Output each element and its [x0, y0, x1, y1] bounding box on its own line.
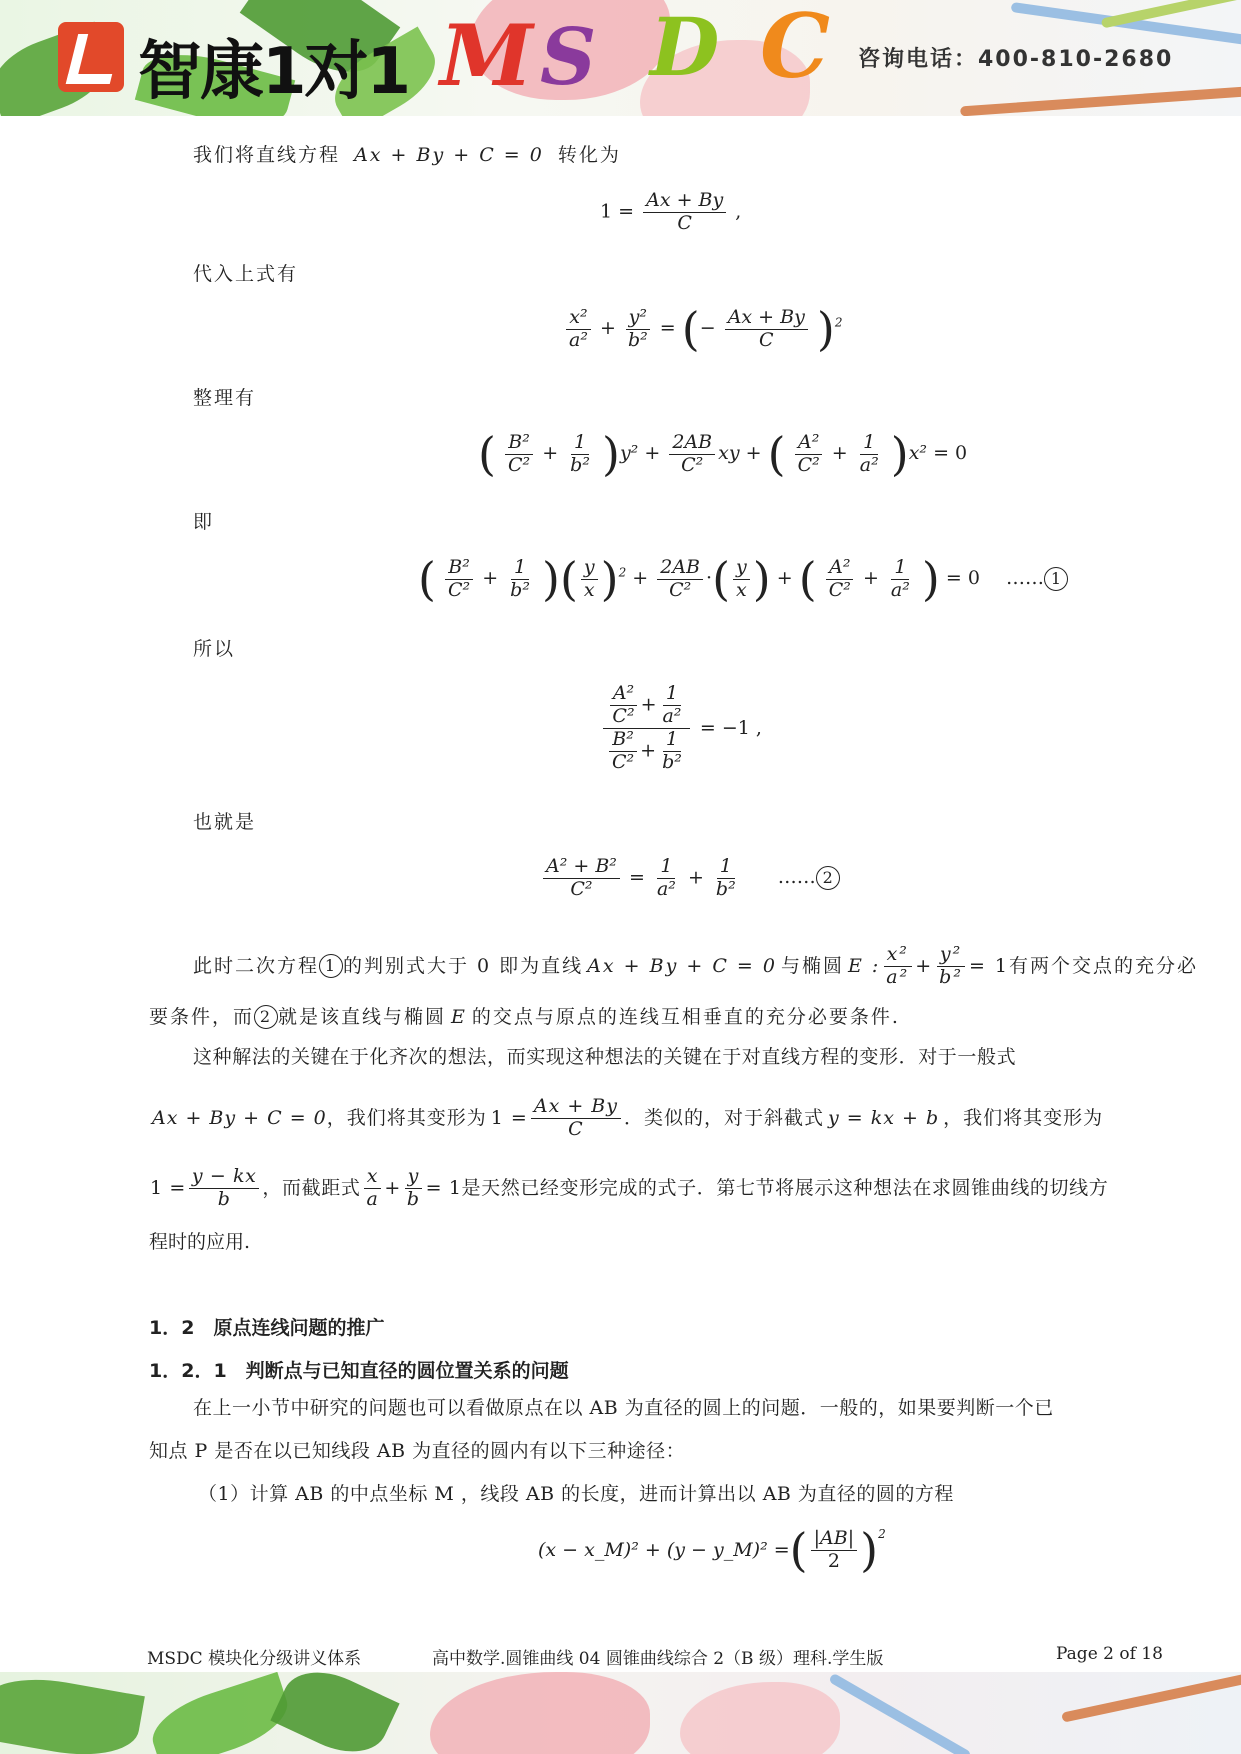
- eq3-frac-b: [567, 432, 593, 477]
- eq5-bot-a-num: B²: [609, 729, 637, 752]
- para2-frac1-den: C: [568, 1117, 584, 1140]
- eq4-a-num: B²: [445, 557, 473, 580]
- para2-slope-form: y = kx + b: [828, 1106, 940, 1129]
- left-paren: (: [559, 552, 578, 606]
- eq6-plus: +: [687, 866, 704, 889]
- eq2-y-num: y²: [626, 307, 650, 330]
- footer-series: MSDC 模块化分级讲义体系: [147, 1649, 362, 1669]
- para1-eq-one: = 1: [968, 954, 1009, 977]
- footer-page-number: Page 2 of 18: [1056, 1644, 1163, 1664]
- eq3-frac-c: [669, 432, 715, 477]
- para2-frac1-num: Ax + By: [531, 1096, 621, 1119]
- right-paren: ): [860, 1523, 879, 1577]
- para1-x-frac: [883, 944, 912, 989]
- eq3-frac-e: [857, 432, 882, 477]
- para2-frac-x: [363, 1166, 381, 1211]
- ie-label: 即: [193, 511, 215, 533]
- eq4-b-den: b²: [510, 578, 530, 601]
- eq3-a-den: C²: [508, 453, 531, 476]
- para2-text-b: ．类似的，对于斜截式: [623, 1106, 824, 1129]
- para2-text-e: 是天然已经变形完成的式子．第七节将展示这种想法在求圆锥曲线的切线方: [461, 1176, 1109, 1199]
- paragraph-2-line-1: 这种解法的关键在于化齐次的想法，而实现这种想法的关键在于对直线方程的变形．对于一般式: [193, 1046, 1017, 1068]
- eq6-den: C²: [570, 877, 593, 900]
- eq2-minus: −: [699, 317, 716, 339]
- that-is-label: 也就是: [193, 811, 257, 833]
- logo-text: 智康1对1: [138, 35, 410, 109]
- eq7-fraction: [811, 1528, 858, 1573]
- eq4-d-den: C²: [828, 578, 851, 601]
- eq5-rhs: = −1 ,: [699, 717, 762, 740]
- brand-letter-c: C: [760, 0, 831, 98]
- eq2-x-num: x²: [566, 307, 590, 330]
- page-footer-banner: [0, 1672, 1241, 1754]
- eq3-c-num: 2AB: [669, 432, 715, 455]
- eq3-frac-d: [795, 432, 823, 477]
- para1-line-eq: Ax + By + C = 0: [587, 954, 777, 977]
- para2-frac2-den: b: [217, 1187, 231, 1210]
- eq3-e-num: 1: [860, 432, 878, 455]
- eq5-bottom: [603, 729, 691, 774]
- pencil-decoration: [960, 86, 1241, 116]
- eq5-bot-b-num: 1: [663, 729, 681, 752]
- arrange-label: 整理有: [193, 387, 257, 409]
- eq4-ratio-num: y: [581, 557, 598, 580]
- butterfly-wing-decoration: [680, 1682, 840, 1754]
- equation-6: [540, 856, 840, 901]
- para1-text-b: 的判别式大于 0 即为直线: [343, 954, 584, 977]
- brand-letter-d: D: [650, 0, 720, 94]
- eq4-c-den: C²: [669, 578, 692, 601]
- left-paren: (: [789, 1523, 808, 1577]
- logo-icon: [58, 22, 124, 92]
- eq3-b-num: 1: [571, 432, 589, 455]
- eq3-d-den: C²: [797, 453, 820, 476]
- para1-y-den: b²: [939, 965, 963, 988]
- paragraph-2-line-4: 程时的应用.: [149, 1231, 251, 1253]
- para1-l2-text-c: 的交点与原点的连线互相垂直的充分必要条件.: [471, 1005, 900, 1028]
- eq4-b-num: 1: [511, 557, 529, 580]
- eq5-top-a-den: C²: [612, 704, 635, 727]
- left-paren: (: [712, 552, 731, 606]
- right-paren: ): [890, 427, 909, 481]
- eq1-fraction: [643, 190, 726, 235]
- brand-letter-m: M: [440, 6, 533, 105]
- paragraph-3-line-2: 知点 P 是否在以已知线段 AB 为直径的圆内有以下三种途径：: [149, 1440, 686, 1462]
- eq3-frac-a: [505, 432, 533, 477]
- para1-text-c: 与椭圆: [780, 954, 844, 977]
- eq4-frac-d: [826, 557, 854, 602]
- plus-sign: +: [915, 954, 934, 977]
- para2-frac-2: [189, 1166, 260, 1211]
- eq3-x2: x²: [908, 442, 928, 464]
- eq6-t1-den: a²: [656, 877, 676, 900]
- right-paren: ): [602, 427, 620, 481]
- section-heading-1-2: 1．2 原点连线问题的推广: [149, 1317, 385, 1339]
- eq4-ratio2-den: x: [736, 578, 747, 601]
- eq2-y-den: b²: [627, 328, 648, 351]
- para2-fracy-num: y: [405, 1166, 422, 1189]
- eq3-rhs: = 0: [933, 442, 968, 464]
- equation-2: [563, 302, 843, 356]
- eq6-t1-num: 1: [657, 856, 675, 879]
- para1-text-d: 有两个交点的充分必: [1009, 954, 1199, 977]
- left-paren: (: [798, 552, 817, 606]
- dot-operator: ·: [706, 567, 713, 589]
- eq3-a-num: B²: [505, 432, 533, 455]
- circled-number-2: 2: [254, 1005, 278, 1029]
- circled-number-1: 1: [1044, 567, 1068, 591]
- eq5-bot-a-den: C²: [612, 750, 635, 773]
- eq5-top-b-num: 1: [663, 683, 681, 706]
- eq4-frac-a: [445, 557, 473, 602]
- paragraph-2-line-3: [150, 1166, 1108, 1211]
- intro-text: 我们将直线方程: [193, 144, 341, 166]
- eq4-frac-b: [507, 557, 533, 602]
- eq5-bot-b-den: b²: [662, 750, 682, 773]
- pencil-decoration: [828, 1673, 972, 1754]
- so-label: 所以: [193, 638, 236, 660]
- para2-frac-y: [404, 1166, 423, 1211]
- eq1-lhs: 1 =: [600, 200, 635, 223]
- leaf-decoration: [270, 1672, 399, 1754]
- eq6-term-1: [654, 856, 679, 901]
- eq6-t2-num: 1: [717, 856, 735, 879]
- para2-text-d: ，而截距式: [262, 1176, 361, 1199]
- plus-sign: +: [542, 442, 559, 464]
- right-paren: ): [752, 552, 771, 606]
- eq7-den: 2: [827, 1549, 840, 1572]
- right-paren: ): [600, 552, 619, 606]
- plus-sign: +: [384, 1176, 401, 1199]
- eq6-equals: =: [628, 866, 645, 889]
- intro-tail: 转化为: [557, 144, 621, 166]
- para1-x-den: a²: [886, 965, 910, 988]
- eq5-compound-fraction: [603, 683, 691, 773]
- left-paren: (: [478, 427, 496, 481]
- eq2-x-den: a²: [569, 328, 588, 351]
- one-equals: 1 =: [150, 1176, 186, 1199]
- plus-sign: +: [831, 442, 848, 464]
- para1-y-frac: [936, 944, 966, 989]
- right-paren: ): [921, 552, 940, 606]
- eq4-c-num: 2AB: [657, 557, 703, 580]
- eq3-xy: xy: [718, 442, 740, 464]
- pencil-decoration: [1061, 1672, 1241, 1723]
- eq4-ratio-2: [733, 557, 750, 602]
- eq2-num: Ax + By: [725, 307, 808, 330]
- equals-one: = 1: [425, 1176, 462, 1199]
- para2-text-c: ，我们将其变形为: [943, 1106, 1104, 1129]
- eq5-bot-a: [609, 729, 637, 774]
- para2-fracy-den: b: [406, 1187, 420, 1210]
- eq5-top: [603, 683, 690, 729]
- eq4-frac-c: [657, 557, 703, 602]
- eq2-equals: =: [659, 317, 676, 339]
- eq4-e-num: 1: [891, 557, 909, 580]
- eq3-b-den: b²: [570, 453, 590, 476]
- left-paren: (: [767, 427, 786, 481]
- eq2-plus: +: [600, 317, 616, 339]
- one-equals: 1 =: [490, 1106, 528, 1129]
- brand-letter-s: S: [540, 12, 597, 103]
- plus-sign: +: [640, 739, 657, 762]
- para1-l2-text-a: 要条件，而: [149, 1005, 255, 1028]
- right-paren: ): [816, 302, 835, 356]
- plus-sign: +: [632, 567, 649, 589]
- plus-sign: +: [776, 567, 793, 589]
- eq6-tag-dots: ……: [777, 866, 816, 889]
- para1-y-num: y²: [937, 944, 965, 967]
- eq4-e-den: a²: [890, 578, 910, 601]
- eq6-num: A² + B²: [543, 856, 620, 879]
- eq3-e-den: a²: [859, 453, 879, 476]
- paragraph-1-line-2: [149, 1005, 900, 1029]
- paragraph-4: （1）计算 AB 的中点坐标 M ，线段 AB 的长度，进而计算出以 AB 为直径的圆的方程: [198, 1483, 954, 1505]
- leaf-decoration: [0, 1672, 145, 1754]
- eq5-top-b: [659, 683, 684, 728]
- eq4-ratio-den: x: [583, 578, 595, 601]
- eq1-den: C: [677, 211, 692, 234]
- left-paren: (: [418, 552, 436, 606]
- para2-general-form: Ax + By + C = 0: [152, 1106, 327, 1129]
- eq6-fraction: [543, 856, 620, 901]
- eq1-num: Ax + By: [643, 190, 726, 213]
- para1-x-num: x²: [884, 944, 912, 967]
- page-header-banner: [0, 0, 1241, 116]
- plus-sign: +: [862, 567, 879, 589]
- butterfly-wing-decoration: [430, 1672, 650, 1754]
- eq4-a-den: C²: [448, 578, 471, 601]
- eq4-ratio2-num: y: [733, 557, 750, 580]
- footer-course: 高中数学.圆锥曲线 04 圆锥曲线综合 2（B 级）理科.学生版: [432, 1649, 884, 1669]
- eq2-exponent: 2: [834, 315, 843, 330]
- eq3-c-den: C²: [681, 453, 704, 476]
- equation-1: [600, 190, 741, 235]
- plus-sign: +: [745, 442, 762, 464]
- plus-sign: +: [644, 442, 661, 464]
- eq4-frac-e: [888, 557, 913, 602]
- equation-3: [478, 427, 968, 481]
- para1-text-a: 此时二次方程: [193, 954, 320, 977]
- paragraph-2-line-2: [152, 1096, 1103, 1141]
- equation-5: [600, 683, 762, 773]
- eq3-d-num: A²: [795, 432, 822, 455]
- eq4-exponent: 2: [618, 565, 627, 580]
- paragraph-1-line-1: [193, 944, 1198, 989]
- line-equation: Ax + By + C = 0: [354, 144, 544, 166]
- para2-frac2-num: y − kx: [189, 1166, 260, 1189]
- left-paren: (: [681, 302, 700, 356]
- eq5-bot-b: [659, 729, 685, 774]
- section-heading-1-2-1: 1．2．1 判断点与已知直径的圆位置关系的问题: [149, 1360, 569, 1382]
- eq6-t2-den: b²: [715, 877, 736, 900]
- eq7-num: |AB|: [811, 1528, 858, 1551]
- eq6-term-2: [713, 856, 739, 901]
- eq4-d-num: A²: [826, 557, 853, 580]
- eq5-top-a-num: A²: [610, 683, 637, 706]
- eq1-tail: ,: [735, 200, 742, 223]
- plus-sign: +: [640, 693, 657, 716]
- eq2-term-x: [566, 307, 591, 352]
- para2-fracx-den: a: [366, 1187, 379, 1210]
- eq4-ratio: [581, 557, 598, 602]
- right-paren: ): [542, 552, 560, 606]
- circled-number-1: 1: [319, 954, 343, 978]
- para2-text-a: ，我们将其变形为: [326, 1106, 487, 1129]
- eq2-den: C: [758, 328, 774, 351]
- para1-ellipse-label: E :: [847, 954, 881, 977]
- consult-phone: 咨询电话：400-810-2680: [858, 47, 1174, 72]
- eq5-top-a: [609, 683, 637, 728]
- eq5-top-b-den: a²: [662, 704, 682, 727]
- plus-sign: +: [482, 567, 499, 589]
- paragraph-3-line-1: 在上一小节中研究的问题也可以看做原点在以 AB 为直径的圆上的问题．一般的，如果要判断一个已: [193, 1397, 1054, 1419]
- eq4-tag-dots: ……: [1006, 567, 1045, 589]
- eq7-lhs: (x − x_M)² + (y − y_M)² =: [538, 1539, 790, 1561]
- para1-l2-text-b: 就是该直线与椭圆: [278, 1005, 447, 1028]
- eq3-y2: y²: [619, 442, 639, 464]
- eq2-fraction: [725, 307, 808, 352]
- substitute-label: 代入上式有: [193, 263, 299, 285]
- para2-frac-1: [531, 1096, 621, 1141]
- eq7-exponent: 2: [878, 1527, 886, 1541]
- eq2-term-y: [625, 307, 651, 352]
- para1-l2-ellipse: E: [451, 1005, 467, 1028]
- para2-fracx-num: x: [364, 1166, 381, 1189]
- equation-4: [418, 552, 1068, 606]
- equation-7: [538, 1523, 886, 1577]
- circled-number-2: 2: [816, 866, 840, 890]
- intro-line: [193, 146, 621, 165]
- eq4-rhs: = 0: [945, 567, 980, 589]
